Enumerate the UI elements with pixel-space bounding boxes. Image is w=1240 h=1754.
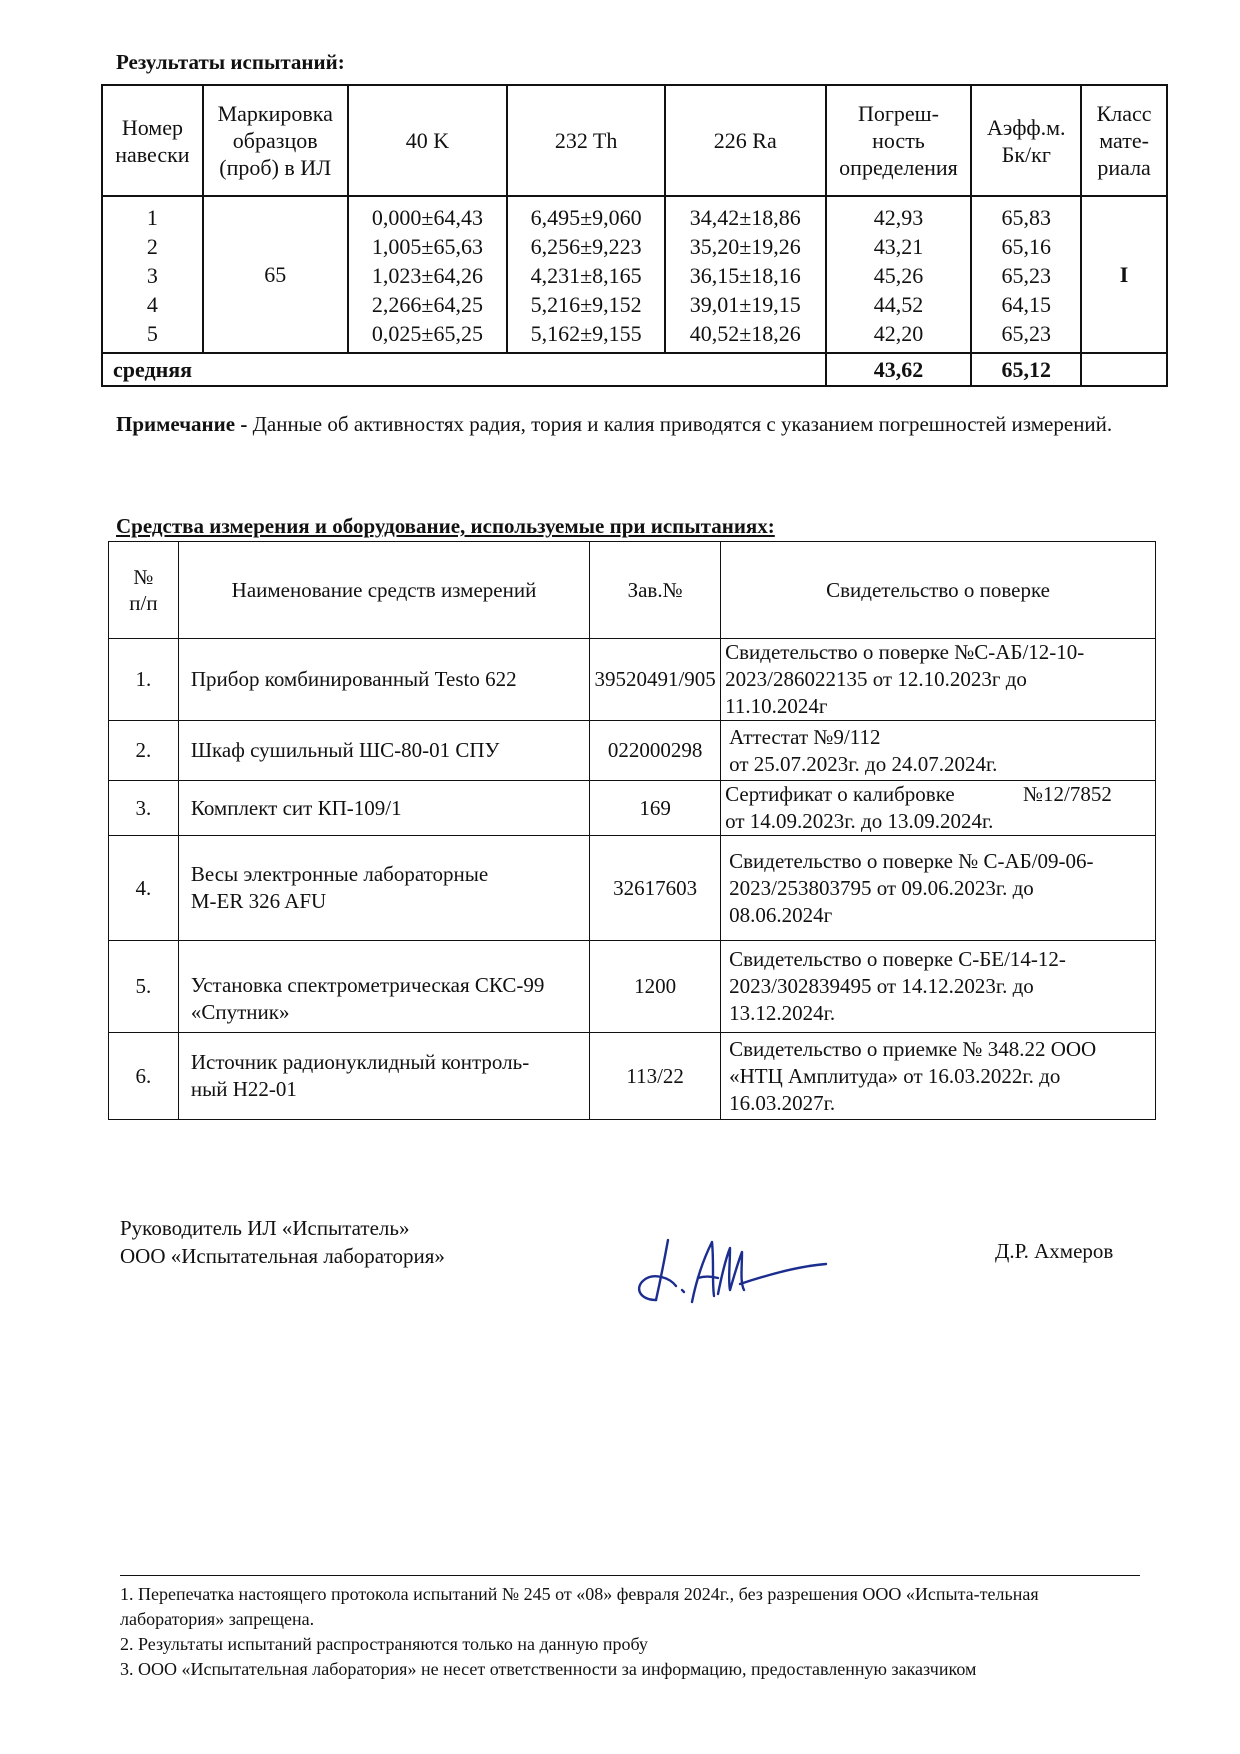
sample-mark: 65 [203, 196, 348, 353]
signatory-position [120, 1214, 445, 1270]
k40-values [348, 196, 508, 353]
table-cell: 1,023±64,26 [371, 263, 483, 288]
material-class: I [1081, 196, 1167, 353]
results-header-row [102, 85, 1167, 196]
average-label: средняя [102, 353, 826, 386]
table-cell: 0,000±64,43 [371, 205, 483, 230]
note-paragraph [116, 410, 1128, 439]
position-line: Руководитель ИЛ «Испытатель» [120, 1216, 410, 1240]
table-cell: 1 [146, 205, 158, 230]
col-header-error: Погреш- ность определения [826, 85, 972, 196]
instrument-name: Установка спектрометрическая СКС-99 «Спутник» [178, 941, 589, 1033]
table-cell: 3 [146, 263, 158, 288]
note-text: Данные об активностях радия, тория и калия приводятся с указанием погрешностей измерений. [247, 412, 1113, 436]
serial-number: 1200 [590, 941, 721, 1033]
table-cell: 5 [146, 321, 158, 346]
row-number: 5. [109, 941, 179, 1033]
table-cell: 64,15 [1001, 292, 1052, 317]
table-cell: 39,01±19,15 [689, 292, 801, 317]
footer-note: 2. Результаты испытаний распространяются только на данную пробу [120, 1634, 648, 1654]
col-header-material-class: Класс мате- риала [1081, 85, 1167, 196]
footer-divider [120, 1575, 1140, 1576]
certificate: Свидетельство о поверке №С-АБ/12-10- 2023/286022135 от 12.10.2023г до 11.10.2024г [721, 639, 1156, 721]
average-row [102, 353, 1167, 386]
serial-number: 32617603 [590, 836, 721, 941]
results-table [101, 84, 1168, 387]
average-aeff: 65,12 [971, 353, 1081, 386]
aeff-values [971, 196, 1081, 353]
serial-number: 39520491/905 [590, 639, 721, 721]
table-cell: 65,23 [1001, 321, 1052, 346]
footer-note: 3. ООО «Испытательная лаборатория» не несет ответственности за информацию, предоставленную заказчиком [120, 1659, 977, 1679]
certificate: Аттестат №9/112 от 25.07.2023г. до 24.07.2024г. [721, 721, 1156, 781]
instrument-name: Весы электронные лабораторные M-ER 326 AFU [178, 836, 589, 941]
instrument-name: Шкаф сушильный ШС-80-01 СПУ [178, 721, 589, 781]
table-cell: 65,83 [1001, 205, 1052, 230]
table-cell: 65,23 [1001, 263, 1052, 288]
table-cell: 2 [146, 234, 158, 259]
ra226-values [665, 196, 826, 353]
col-header-ra226: 226 Ra [665, 85, 826, 196]
table-cell: 5,162±9,155 [530, 321, 642, 346]
row-number: 2. [109, 721, 179, 781]
col-header-aeff: Аэфф.м. Бк/кг [971, 85, 1081, 196]
table-cell: 5,216±9,152 [530, 292, 642, 317]
instrument-name: Комплект сит КП-109/1 [178, 781, 589, 836]
table-cell: 35,20±19,26 [689, 234, 801, 259]
table-cell: 4 [146, 292, 158, 317]
col-header-th232: 232 Th [507, 85, 665, 196]
results-data-block [102, 196, 1167, 353]
average-error: 43,62 [826, 353, 972, 386]
table-row [109, 941, 1156, 1033]
table-cell: 34,42±18,86 [689, 205, 801, 230]
table-cell: 45,26 [873, 263, 924, 288]
table-row [109, 781, 1156, 836]
serial-number: 022000298 [590, 721, 721, 781]
table-cell: 4,231±8,165 [530, 263, 642, 288]
col-header-num: № п/п [109, 542, 179, 639]
equipment-heading: Средства измерения и оборудование, используемые при испытаниях: [116, 514, 775, 538]
average-empty-cell [1081, 353, 1167, 386]
sample-numbers [102, 196, 203, 353]
col-header-sample-marking: Маркировка образцов (проб) в ИЛ [203, 85, 348, 196]
col-header-sample-number: Номер навески [102, 85, 203, 196]
certificate: Свидетельство о поверке № С-АБ/09-06- 2023/253803795 от 09.06.2023г. до 08.06.2024г [721, 836, 1156, 941]
footer-notes [120, 1582, 1140, 1682]
table-cell: 0,025±65,25 [371, 321, 483, 346]
equipment-table [108, 541, 1156, 1120]
signatory-name: Д.Р. Ахмеров [995, 1239, 1114, 1263]
table-cell: 44,52 [873, 292, 924, 317]
table-row [109, 1033, 1156, 1120]
col-header-k40: 40 K [348, 85, 508, 196]
serial-number: 113/22 [590, 1033, 721, 1120]
th232-values [507, 196, 665, 353]
row-number: 1. [109, 639, 179, 721]
certificate: Свидетельство о приемке № 348.22 ООО «НТЦ Амплитуда» от 16.03.2022г. до 16.03.2027г. [721, 1033, 1156, 1120]
table-cell: 40,52±18,26 [689, 321, 801, 346]
table-cell: 43,21 [873, 234, 924, 259]
certificate: Сертификат о калибровке №12/7852 от 14.09.2023г. до 13.09.2024г. [721, 781, 1156, 836]
note-label: Примечание - [116, 412, 248, 436]
table-row [109, 639, 1156, 721]
table-cell: 42,93 [873, 205, 924, 230]
table-cell: 6,495±9,060 [530, 205, 642, 230]
equipment-header-row [109, 542, 1156, 639]
table-cell: 2,266±64,25 [371, 292, 483, 317]
results-heading: Результаты испытаний: [116, 50, 345, 74]
footer-note: 1. Перепечатка настоящего протокола испытаний № 245 от «08» февраля 2024г., без разрешения ООО «Испыта-тельная лаборатория» запрещена. [120, 1584, 1039, 1629]
table-row [109, 836, 1156, 941]
handwritten-signature [630, 1222, 830, 1322]
table-cell: 42,20 [873, 321, 924, 346]
row-number: 4. [109, 836, 179, 941]
row-number: 3. [109, 781, 179, 836]
error-values [826, 196, 972, 353]
col-header-certificate: Свидетельство о поверке [721, 542, 1156, 639]
instrument-name: Источник радионуклидный контроль- ный Н22-01 [178, 1033, 589, 1120]
organization-line: ООО «Испытательная лаборатория» [120, 1244, 445, 1268]
col-header-name: Наименование средств измерений [178, 542, 589, 639]
row-number: 6. [109, 1033, 179, 1120]
certificate: Свидетельство о поверке С-БЕ/14-12- 2023/302839495 от 14.12.2023г. до 13.12.2024г. [721, 941, 1156, 1033]
table-cell: 36,15±18,16 [689, 263, 801, 288]
table-cell: 6,256±9,223 [530, 234, 642, 259]
table-row [109, 721, 1156, 781]
table-cell: 1,005±65,63 [371, 234, 483, 259]
instrument-name: Прибор комбинированный Testo 622 [178, 639, 589, 721]
serial-number: 169 [590, 781, 721, 836]
col-header-serial: Зав.№ [590, 542, 721, 639]
table-cell: 65,16 [1001, 234, 1052, 259]
